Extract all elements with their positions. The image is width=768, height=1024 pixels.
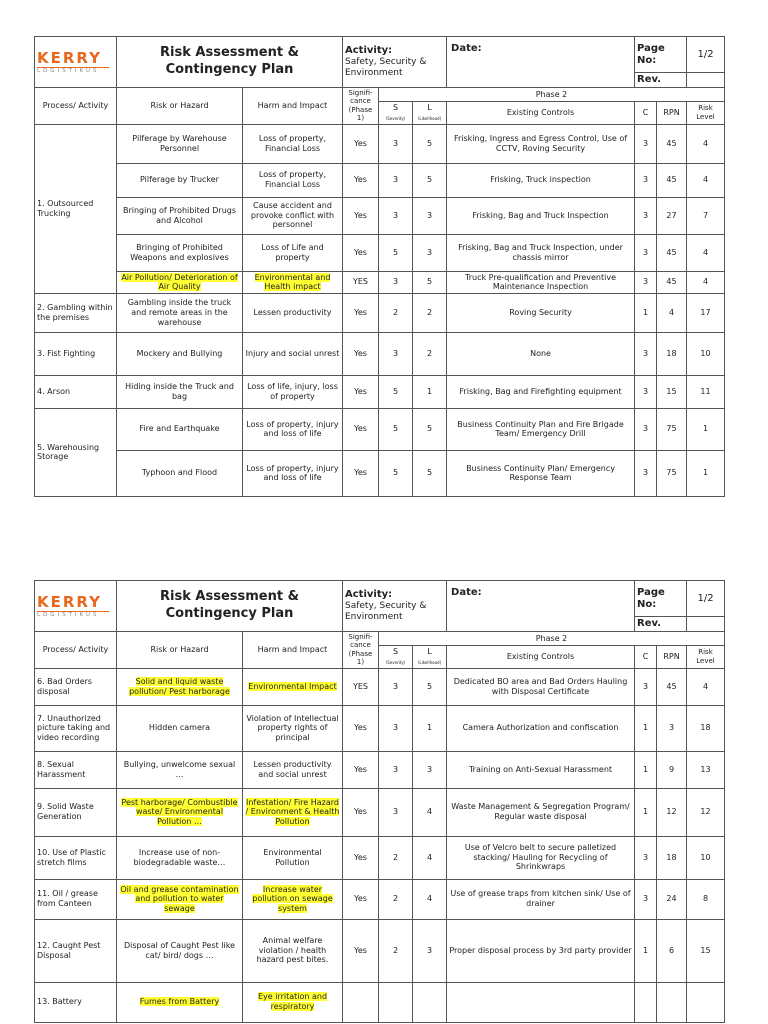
c-cell: 3 [635, 408, 657, 450]
risk-level-cell: 1 [687, 450, 725, 496]
risk-hazard-cell: Gambling inside the truck and remote areas in the warehouse [117, 293, 243, 332]
risk-assessment-sheet-1 [34, 36, 724, 497]
harm-impact-cell: Infestation/ Fire Hazard / Environment & Health Pollution [243, 788, 343, 836]
col-rpn: RPN [657, 646, 687, 668]
significance-cell: Yes [343, 751, 379, 788]
significance-cell: Yes [343, 332, 379, 375]
significance-cell: YES [343, 668, 379, 705]
harm-impact-cell: Eye irritation and respiratory [243, 982, 343, 1022]
existing-controls-cell: Frisking, Ingress and Egress Control, Use of CCTV, Roving Security [447, 124, 635, 163]
existing-controls-cell: Business Continuity Plan and Fire Brigade Team/ Emergency Drill [447, 408, 635, 450]
risk-hazard-cell: Pilferage by Warehouse Personnel [117, 124, 243, 163]
risk-level-cell: 12 [687, 788, 725, 836]
risk-hazard-cell: Bringing of Prohibited Drugs and Alcohol [117, 197, 243, 234]
col-c: C [635, 646, 657, 668]
significance-cell: Yes [343, 788, 379, 836]
harm-impact-cell: Loss of property, Financial Loss [243, 163, 343, 197]
severity-cell: 3 [379, 163, 413, 197]
table-row [35, 450, 725, 496]
table-row [35, 234, 725, 271]
risk-level-cell [687, 982, 725, 1022]
significance-cell: Yes [343, 408, 379, 450]
risk-level-cell: 17 [687, 293, 725, 332]
risk-level-cell: 10 [687, 836, 725, 879]
risk-level-cell: 11 [687, 375, 725, 408]
likelihood-cell: 1 [413, 375, 447, 408]
c-cell [635, 982, 657, 1022]
col-risk-level: Risk Level [687, 102, 725, 124]
col-risk: Risk or Hazard [117, 632, 243, 669]
existing-controls-cell: Camera Authorization and confiscation [447, 705, 635, 751]
significance-cell: Yes [343, 197, 379, 234]
activity-cell: Activity: Safety, Security & Environment [343, 581, 447, 632]
rpn-cell: 45 [657, 234, 687, 271]
risk-hazard-cell: Pilferage by Trucker [117, 163, 243, 197]
likelihood-cell: 5 [413, 163, 447, 197]
col-process: Process/ Activity [35, 88, 117, 125]
table-row [35, 982, 725, 1022]
process-activity-cell: 3. Fist Fighting [35, 332, 117, 375]
c-cell: 3 [635, 668, 657, 705]
rpn-cell: 4 [657, 293, 687, 332]
table-row [35, 375, 725, 408]
risk-hazard-cell: Mockery and Bullying [117, 332, 243, 375]
significance-cell: Yes [343, 705, 379, 751]
likelihood-cell: 4 [413, 879, 447, 919]
significance-cell: Yes [343, 293, 379, 332]
rpn-cell: 24 [657, 879, 687, 919]
harm-impact-cell: Lessen productivity [243, 293, 343, 332]
likelihood-cell: 5 [413, 668, 447, 705]
risk-level-cell: 13 [687, 751, 725, 788]
significance-cell: Yes [343, 450, 379, 496]
rpn-cell: 27 [657, 197, 687, 234]
severity-cell: 3 [379, 197, 413, 234]
risk-table-1 [34, 36, 725, 497]
kerry-logo [35, 581, 117, 632]
col-significance: Signifi-cance (Phase 1) [343, 632, 379, 669]
brand-sub: LOGISTIKUS [37, 611, 109, 619]
likelihood-cell: 5 [413, 124, 447, 163]
existing-controls-cell: Frisking, Bag and Truck Inspection [447, 197, 635, 234]
likelihood-cell: 2 [413, 332, 447, 375]
risk-hazard-cell: Solid and liquid waste pollution/ Pest harborage [117, 668, 243, 705]
process-activity-cell: 12. Caught Pest Disposal [35, 919, 117, 982]
likelihood-cell: 3 [413, 234, 447, 271]
risk-hazard-cell: Bullying, unwelcome sexual … [117, 751, 243, 788]
rpn-cell: 75 [657, 450, 687, 496]
table-row [35, 408, 725, 450]
col-c: C [635, 102, 657, 124]
likelihood-cell: 5 [413, 450, 447, 496]
existing-controls-cell: Proper disposal process by 3rd party provider [447, 919, 635, 982]
rev-label: Rev. [635, 73, 687, 88]
risk-level-cell: 4 [687, 124, 725, 163]
existing-controls-cell: Training on Anti-Sexual Harassment [447, 751, 635, 788]
rpn-cell: 45 [657, 124, 687, 163]
existing-controls-cell: Frisking, Bag and Truck Inspection, under chassis mirror [447, 234, 635, 271]
table-row [35, 124, 725, 163]
process-activity-cell: 8. Sexual Harassment [35, 751, 117, 788]
page-value: 1/2 [687, 37, 725, 73]
existing-controls-cell: Business Continuity Plan/ Emergency Response Team [447, 450, 635, 496]
risk-hazard-cell: Hidden camera [117, 705, 243, 751]
risk-level-cell: 4 [687, 163, 725, 197]
table-row [35, 705, 725, 751]
likelihood-cell: 2 [413, 293, 447, 332]
rpn-cell: 18 [657, 836, 687, 879]
likelihood-cell: 3 [413, 197, 447, 234]
harm-impact-cell: Violation of Intellectual property rights of principal [243, 705, 343, 751]
process-activity-cell: 13. Battery [35, 982, 117, 1022]
table-row [35, 668, 725, 705]
significance-cell: Yes [343, 163, 379, 197]
c-cell: 3 [635, 836, 657, 879]
process-activity-cell: 10. Use of Plastic stretch films [35, 836, 117, 879]
process-activity-cell: 11. Oil / grease from Canteen [35, 879, 117, 919]
existing-controls-cell: Use of Velcro belt to secure palletized stacking/ Hauling for Recycling of Shrinkwraps [447, 836, 635, 879]
risk-level-cell: 4 [687, 234, 725, 271]
table-row [35, 332, 725, 375]
col-risk: Risk or Hazard [117, 88, 243, 125]
process-activity-cell: 2. Gambling within the premises [35, 293, 117, 332]
c-cell: 1 [635, 751, 657, 788]
severity-cell: 3 [379, 705, 413, 751]
severity-cell: 3 [379, 124, 413, 163]
existing-controls-cell: Frisking, Bag and Firefighting equipment [447, 375, 635, 408]
harm-impact-cell: Loss of property, Financial Loss [243, 124, 343, 163]
risk-hazard-cell: Fire and Earthquake [117, 408, 243, 450]
severity-cell: 5 [379, 234, 413, 271]
process-activity-cell: 6. Bad Orders disposal [35, 668, 117, 705]
table-row [35, 879, 725, 919]
c-cell: 3 [635, 234, 657, 271]
significance-cell: Yes [343, 879, 379, 919]
c-cell: 3 [635, 375, 657, 408]
significance-cell: Yes [343, 124, 379, 163]
brand-name: KERRY [37, 49, 103, 68]
risk-table-2 [34, 580, 725, 1023]
existing-controls-cell: None [447, 332, 635, 375]
existing-controls-cell: Truck Pre-qualification and Preventive Maintenance Inspection [447, 271, 635, 293]
risk-hazard-cell: Oil and grease contamination and pollution to water sewage [117, 879, 243, 919]
harm-impact-cell: Cause accident and provoke conflict with personnel [243, 197, 343, 234]
risk-hazard-cell: Air Pollution/ Deterioration of Air Quality [117, 271, 243, 293]
significance-cell: Yes [343, 836, 379, 879]
rev-label: Rev. [635, 617, 687, 632]
c-cell: 3 [635, 879, 657, 919]
harm-impact-cell: Environmental Pollution [243, 836, 343, 879]
harm-impact-cell: Loss of property, injury and loss of life [243, 450, 343, 496]
page-title: Risk Assessment & Contingency Plan [117, 581, 343, 632]
brand-name: KERRY [37, 593, 103, 612]
col-l: L (Likelihood) [413, 646, 447, 668]
severity-cell: 5 [379, 408, 413, 450]
risk-hazard-cell: Bringing of Prohibited Weapons and explosives [117, 234, 243, 271]
rpn-cell: 45 [657, 163, 687, 197]
c-cell: 3 [635, 197, 657, 234]
risk-level-cell: 15 [687, 919, 725, 982]
severity-cell: 3 [379, 332, 413, 375]
likelihood-cell: 5 [413, 408, 447, 450]
existing-controls-cell: Roving Security [447, 293, 635, 332]
table-row [35, 163, 725, 197]
harm-impact-cell: Animal welfare violation / health hazard pest bites. [243, 919, 343, 982]
kerry-logo [35, 37, 117, 88]
c-cell: 3 [635, 450, 657, 496]
significance-cell: YES [343, 271, 379, 293]
harm-impact-cell: Lessen productivity and social unrest [243, 751, 343, 788]
process-activity-cell: 1. Outsourced Trucking [35, 124, 117, 293]
rpn-cell: 45 [657, 668, 687, 705]
risk-level-cell: 4 [687, 668, 725, 705]
likelihood-cell: 5 [413, 271, 447, 293]
existing-controls-cell: Dedicated BO area and Bad Orders Hauling with Disposal Certificate [447, 668, 635, 705]
col-controls: Existing Controls [447, 646, 635, 668]
rpn-cell: 9 [657, 751, 687, 788]
harm-impact-cell: Environmental Impact [243, 668, 343, 705]
page-label: Page No: [635, 37, 687, 73]
harm-impact-cell: Increase water pollution on sewage system [243, 879, 343, 919]
existing-controls-cell: Frisking, Truck inspection [447, 163, 635, 197]
page-title: Risk Assessment & Contingency Plan [117, 37, 343, 88]
severity-cell: 3 [379, 788, 413, 836]
likelihood-cell: 1 [413, 705, 447, 751]
risk-level-cell: 1 [687, 408, 725, 450]
likelihood-cell: 3 [413, 919, 447, 982]
col-l: L (Likelihood) [413, 102, 447, 124]
col-s: S (Severity) [379, 102, 413, 124]
likelihood-cell: 4 [413, 788, 447, 836]
significance-cell: Yes [343, 375, 379, 408]
brand-sub: LOGISTIKUS [37, 67, 109, 75]
process-activity-cell: 9. Solid Waste Generation [35, 788, 117, 836]
col-phase: Phase 2 [379, 88, 725, 102]
severity-cell: 2 [379, 879, 413, 919]
harm-impact-cell: Loss of property, injury and loss of life [243, 408, 343, 450]
severity-cell: 2 [379, 919, 413, 982]
col-phase: Phase 2 [379, 632, 725, 646]
severity-cell: 3 [379, 751, 413, 788]
rpn-cell: 18 [657, 332, 687, 375]
table-row [35, 919, 725, 982]
activity-cell: Activity: Safety, Security & Environment [343, 37, 447, 88]
harm-impact-cell: Loss of life, injury, loss of property [243, 375, 343, 408]
c-cell: 1 [635, 293, 657, 332]
significance-cell [343, 982, 379, 1022]
risk-hazard-cell: Typhoon and Flood [117, 450, 243, 496]
risk-hazard-cell: Disposal of Caught Pest like cat/ bird/ dogs … [117, 919, 243, 982]
col-rpn: RPN [657, 102, 687, 124]
c-cell: 3 [635, 124, 657, 163]
c-cell: 1 [635, 788, 657, 836]
table-row [35, 788, 725, 836]
risk-hazard-cell: Increase use of non-biodegradable waste… [117, 836, 243, 879]
severity-cell: 2 [379, 836, 413, 879]
likelihood-cell: 3 [413, 751, 447, 788]
rev-value [687, 617, 725, 632]
c-cell: 1 [635, 705, 657, 751]
risk-level-cell: 4 [687, 271, 725, 293]
severity-cell: 5 [379, 375, 413, 408]
risk-level-cell: 10 [687, 332, 725, 375]
rpn-cell [657, 982, 687, 1022]
risk-level-cell: 18 [687, 705, 725, 751]
process-activity-cell: 4. Arson [35, 375, 117, 408]
existing-controls-cell: Waste Management & Segregation Program/ Regular waste disposal [447, 788, 635, 836]
table-row [35, 836, 725, 879]
col-controls: Existing Controls [447, 102, 635, 124]
col-harm: Harm and Impact [243, 632, 343, 669]
severity-cell: 5 [379, 450, 413, 496]
risk-hazard-cell: Pest harborage/ Combustible waste/ Environmental Pollution … [117, 788, 243, 836]
rpn-cell: 12 [657, 788, 687, 836]
process-activity-cell: 7. Unauthorized picture taking and video recording [35, 705, 117, 751]
harm-impact-cell: Loss of Life and property [243, 234, 343, 271]
significance-cell: Yes [343, 234, 379, 271]
risk-level-cell: 7 [687, 197, 725, 234]
col-s: S (Severity) [379, 646, 413, 668]
rpn-cell: 6 [657, 919, 687, 982]
severity-cell [379, 982, 413, 1022]
process-activity-cell: 5. Warehousing Storage [35, 408, 117, 496]
rev-value [687, 73, 725, 88]
rpn-cell: 3 [657, 705, 687, 751]
severity-cell: 3 [379, 668, 413, 705]
c-cell: 3 [635, 332, 657, 375]
page-label: Page No: [635, 581, 687, 617]
harm-impact-cell: Environmental and Health impact [243, 271, 343, 293]
date-cell: Date: [447, 37, 635, 88]
c-cell: 3 [635, 271, 657, 293]
severity-cell: 2 [379, 293, 413, 332]
risk-assessment-sheet-2 [34, 580, 724, 1023]
c-cell: 3 [635, 163, 657, 197]
table-row [35, 293, 725, 332]
col-significance: Signifi-cance (Phase 1) [343, 88, 379, 125]
date-cell: Date: [447, 581, 635, 632]
col-harm: Harm and Impact [243, 88, 343, 125]
page-value: 1/2 [687, 581, 725, 617]
risk-level-cell: 8 [687, 879, 725, 919]
likelihood-cell [413, 982, 447, 1022]
existing-controls-cell [447, 982, 635, 1022]
col-process: Process/ Activity [35, 632, 117, 669]
likelihood-cell: 4 [413, 836, 447, 879]
rpn-cell: 75 [657, 408, 687, 450]
significance-cell: Yes [343, 919, 379, 982]
rpn-cell: 45 [657, 271, 687, 293]
col-risk-level: Risk Level [687, 646, 725, 668]
c-cell: 1 [635, 919, 657, 982]
existing-controls-cell: Use of grease traps from kitchen sink/ Use of drainer [447, 879, 635, 919]
table-row [35, 751, 725, 788]
risk-hazard-cell: Fumes from Battery [117, 982, 243, 1022]
harm-impact-cell: Injury and social unrest [243, 332, 343, 375]
severity-cell: 3 [379, 271, 413, 293]
risk-hazard-cell: Hiding inside the Truck and bag [117, 375, 243, 408]
table-row [35, 271, 725, 293]
table-row [35, 197, 725, 234]
rpn-cell: 15 [657, 375, 687, 408]
